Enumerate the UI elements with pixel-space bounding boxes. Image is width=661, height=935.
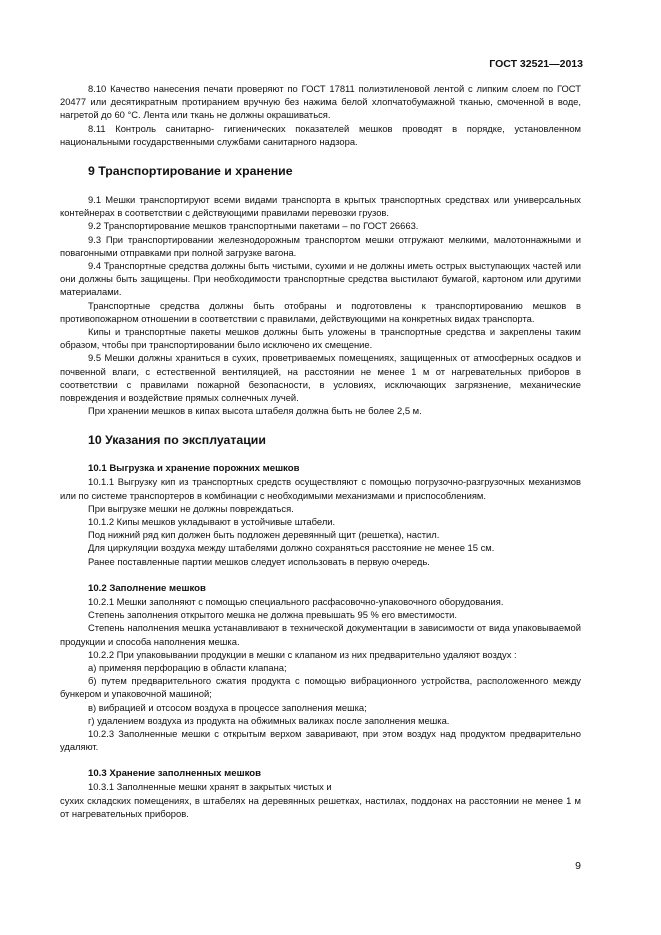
list-item-d: г) удалением воздуха из продукта на обжимных валиках после заполнения мешка. bbox=[88, 714, 450, 726]
paragraph-9-4: 9.4 Транспортные средства должны быть чистыми, сухими и не должны иметь острых выступающих частей или они должны быть защищены. При необходимости транспортные средства выстилают бумагой, картоном или другими материалами. bbox=[60, 260, 581, 298]
paragraph-9-3: 9.3 При транспортировании железнодорожным транспортом мешки отгружают мелкими, малотоннажными и повагонными отправками при полной загрузке вагона. bbox=[60, 233, 581, 258]
paragraph-9-2: 9.2 Транспортирование мешков транспортными пакетами – по ГОСТ 26663. bbox=[88, 220, 419, 232]
paragraph-10-3-1: 10.3.1 Заполненные мешки хранят в закрытых чистых и bbox=[88, 781, 332, 793]
paragraph-10-1-1-b: При выгрузке мешки не должны повреждаться. bbox=[88, 502, 294, 514]
paragraph-10-2-3: 10.2.3 Заполненные мешки с открытым верхом заваривают, при этом воздух над продуктом предварительно удаляют. bbox=[60, 727, 581, 753]
paragraph-10-2-1-c: Степень наполнения мешка устанавливают в технической документации в зависимости от вида упаковываемой продукции и способа наполнения мешка. bbox=[60, 622, 581, 647]
section-10-title: 10 Указания по эксплуатации bbox=[88, 433, 266, 448]
paragraph-8-11: 8.11 Контроль санитарно- гигиенических показателей мешков проводят в порядке, установленном национальными государственными службами санитарного надзора. bbox=[60, 122, 581, 147]
paragraph-10-3-1-b: сухих складских помещениях, в штабелях на деревянных решетках, настилах, поддонах на расстоянии не менее 1 м от нагревательных приборов. bbox=[60, 794, 581, 819]
paragraph-10-2-2: 10.2.2 При упаковывании продукции в мешки с клапаном из них предварительно удаляют воздух : bbox=[88, 648, 517, 660]
paragraph-9-1: 9.1 Мешки транспортируют всеми видами транспорта в крытых транспортных средствах или универсальных контейнерах в соответствии с действующими правилами перевозки грузов. bbox=[60, 194, 581, 219]
list-item-b: б) путем предварительного сжатия продукта с помощью вибрационного устройства, расположенного между бункером и упаковочной машиной; bbox=[60, 675, 581, 700]
section-9-title: 9 Транспортирование и хранение bbox=[88, 164, 293, 179]
subsection-10-3-title: 10.3 Хранение заполненных мешков bbox=[88, 768, 262, 780]
subsection-10-2-title: 10.2 Заполнение мешков bbox=[88, 582, 206, 594]
paragraph-9-4-c: Кипы и транспортные пакеты мешков должны быть уложены в транспортные средства и закреплены таким образом, чтобы при транспортировании было исключено их смещение. bbox=[60, 326, 581, 351]
document-body bbox=[60, 82, 581, 820]
paragraph-10-1-2: 10.1.2 Кипы мешков укладывают в устойчивые штабели. bbox=[88, 516, 336, 528]
subsection-10-1-title: 10.1 Выгрузка и хранение порожних мешков bbox=[88, 463, 300, 475]
page-number: 9 bbox=[575, 860, 581, 872]
paragraph-10-1-2-d: Ранее поставленные партии мешков следует использовать в первую очередь. bbox=[88, 555, 430, 567]
list-item-a: а) применяя перфорацию в области клапана; bbox=[88, 661, 287, 673]
paragraph-10-1-1: 10.1.1 Выгрузку кип из транспортных средств осуществляют с помощью погрузочно-разгрузочных механизмов или по системе транспортеров в комбинации с необходимыми механизмами и приспособлениям. bbox=[60, 476, 581, 501]
paragraph-9-5-b: При хранении мешков в кипах высота штабеля должна быть не более 2,5 м. bbox=[88, 405, 422, 417]
paragraph-9-5: 9.5 Мешки должны храниться в сухих, проветриваемых помещениях, защищенных от атмосферных осадков и почвенной влаги, с естественной вентиляцией, на расстоянии не менее 1 м от нагревательных приборов в соответствии с правилами пожарной безопасности, в условиях, исключающих загрязнение, механические повреждения и воздействие прямых солнечных лучей. bbox=[60, 352, 581, 404]
list-item-c: в) вибрацией и отсосом воздуха в процессе заполнения мешка; bbox=[88, 701, 367, 713]
paragraph-10-2-1: 10.2.1 Мешки заполняют с помощью специального расфасовочно-упаковочного оборудования. bbox=[88, 595, 504, 607]
paragraph-9-4-b: Транспортные средства должны быть отобраны и подготовлены к транспортированию мешков в противопожарном отношении в соответствии с правилами, действующими на конкретных видах транспорта. bbox=[60, 299, 581, 324]
document-header: ГОСТ 32521—2013 bbox=[489, 58, 583, 70]
paragraph-8-10: 8.10 Качество нанесения печати проверяют по ГОСТ 17811 полиэтиленовой лентой с липким слоем по ГОСТ 20477 или десятикратным протиранием вручную без нажима белой хлопчатобумажной тканью, смоченной в воде, нагретой до 60 °С. Лента или ткань не должны окрашиваться. bbox=[60, 83, 581, 121]
paragraph-10-1-2-b: Под нижний ряд кип должен быть подложен деревянный щит (решетка), настил. bbox=[88, 529, 440, 541]
paragraph-10-2-1-b: Степень заполнения открытого мешка не должна превышать 95 % его вместимости. bbox=[88, 609, 457, 621]
paragraph-10-1-2-c: Для циркуляции воздуха между штабелями должно сохраняться расстояние не менее 15 см. bbox=[88, 542, 495, 554]
